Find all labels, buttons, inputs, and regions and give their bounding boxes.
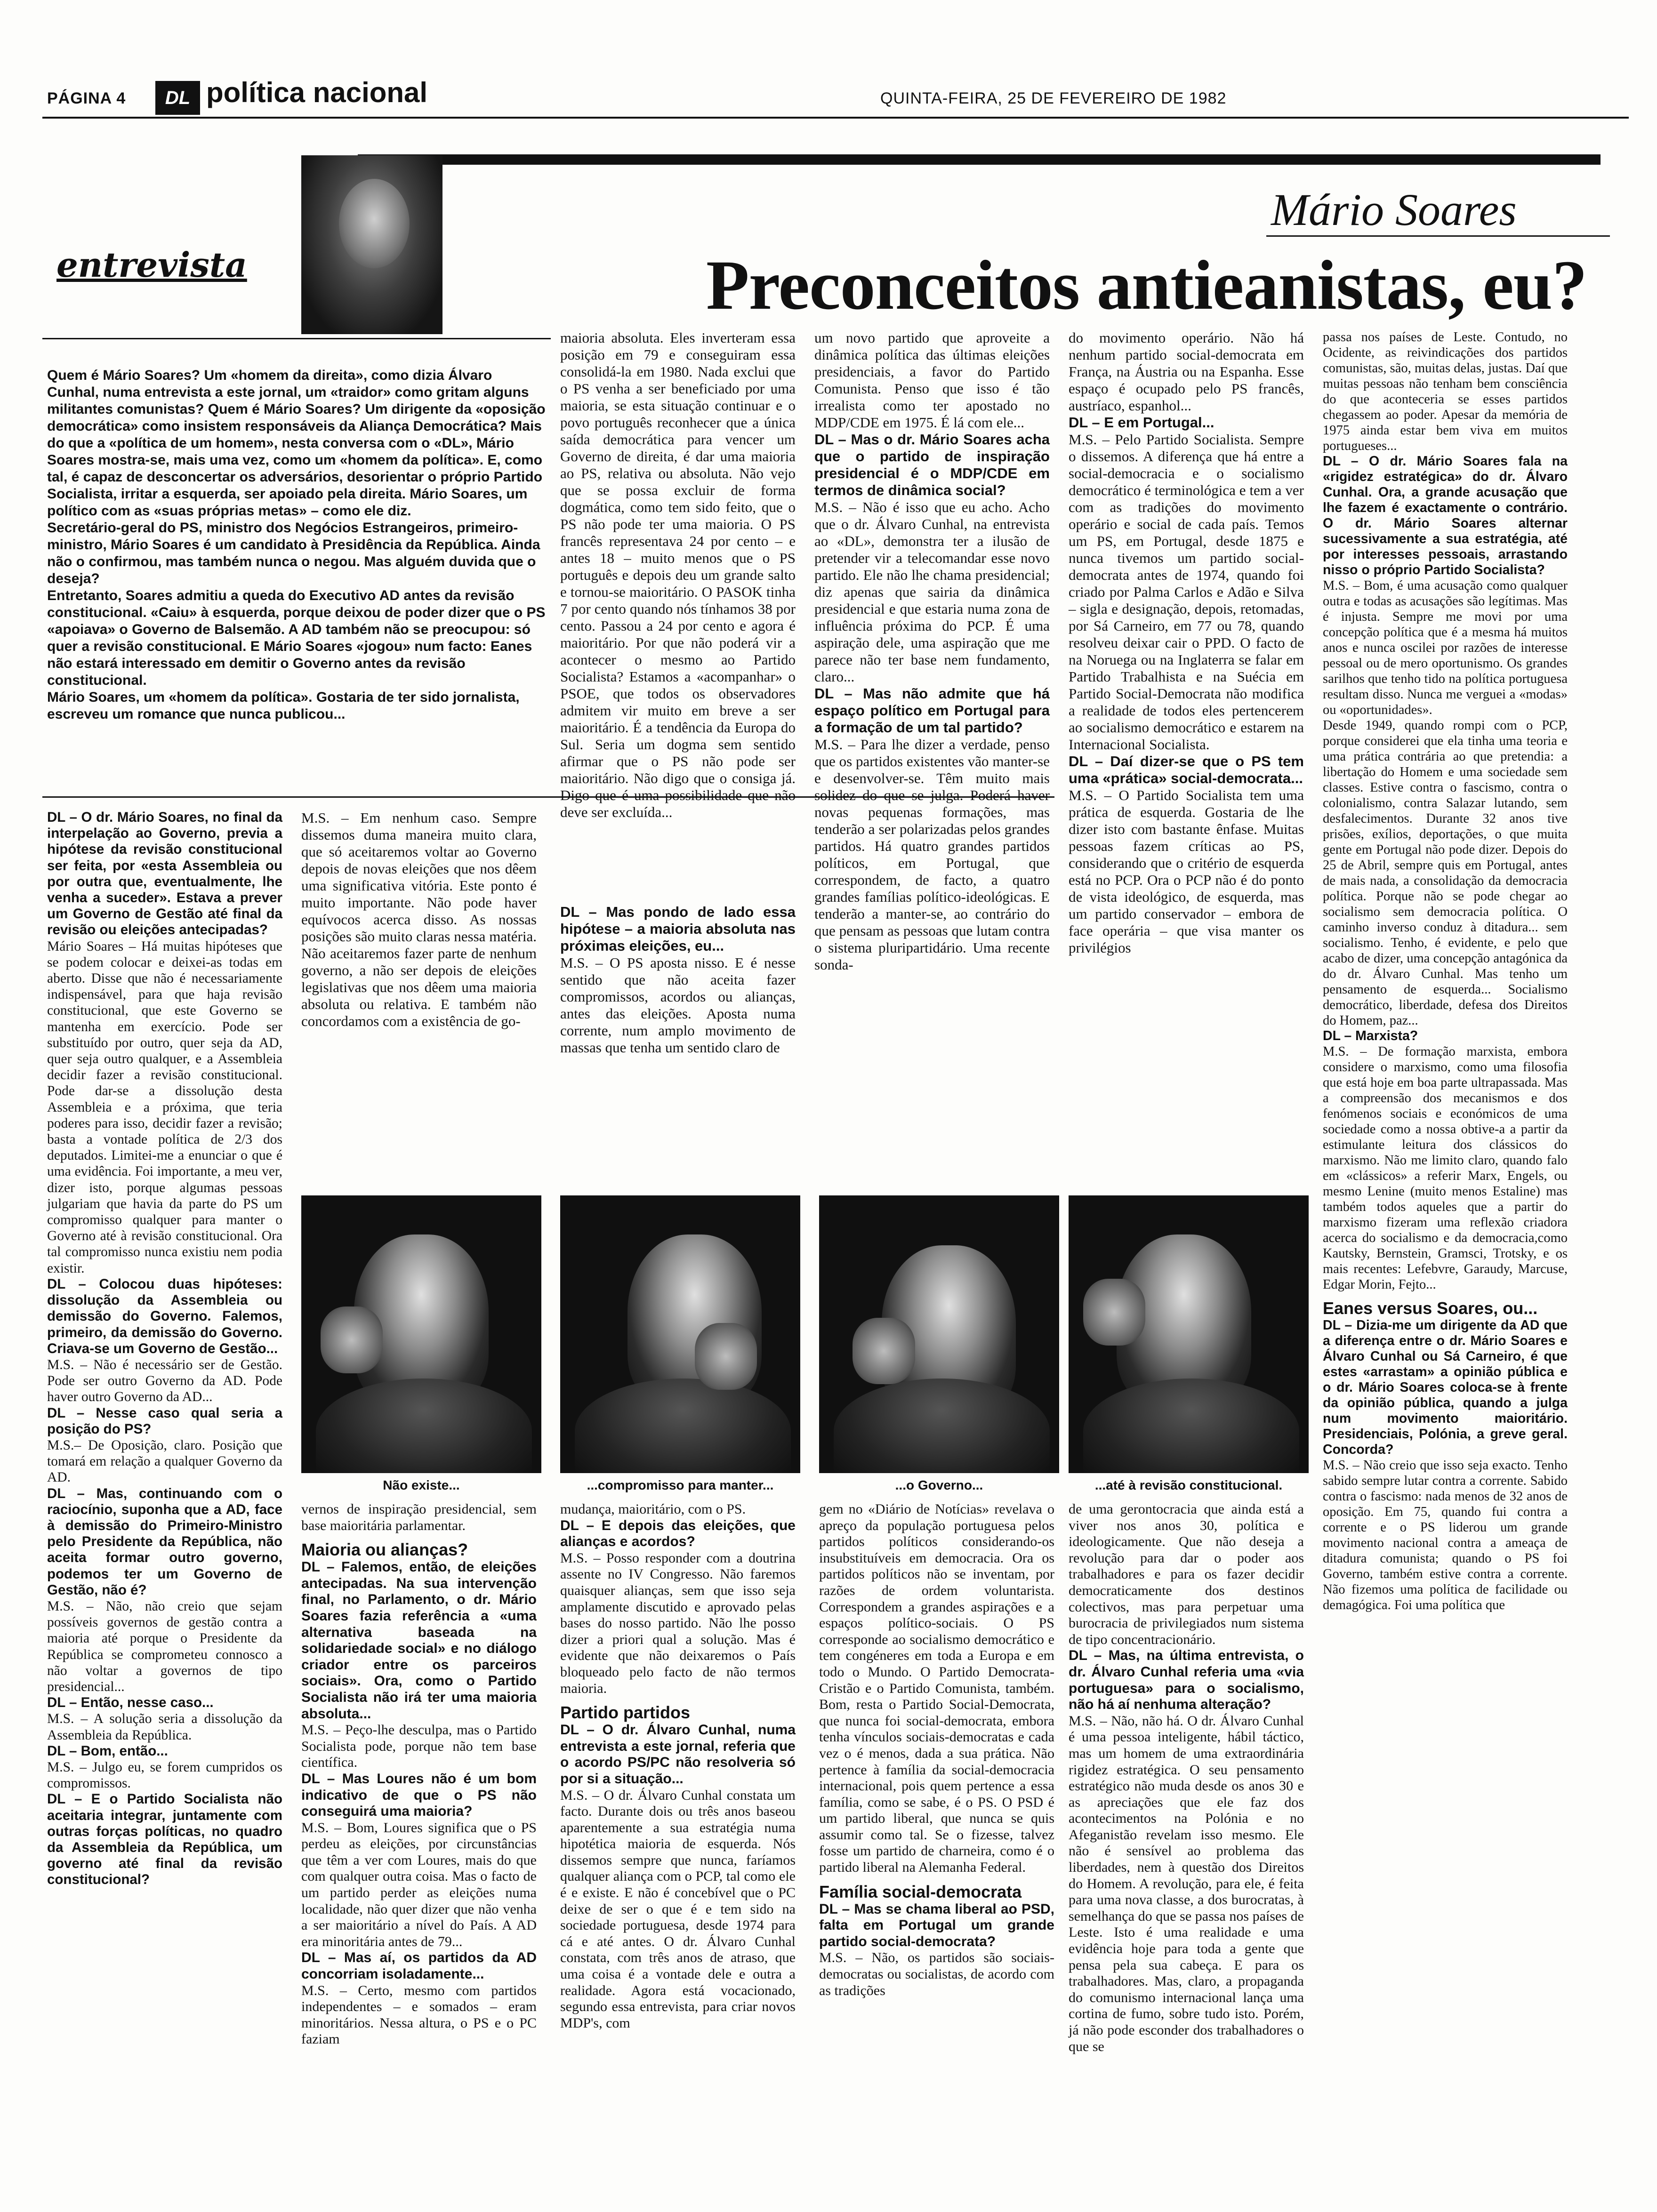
subheading: Família social-democrata (819, 1882, 1022, 1901)
paragraph: M.S. – Não, os partidos são sociais-democratas ou socialistas, de acordo com as tradições (819, 1950, 1054, 1998)
paragraph: passa nos países de Leste. Contudo, no Ocidente, as reivindicações dos partidos comunistas, são, muitas delas, justas. Daí que muitas pessoas não tenham bem consciência do que aconteceria se esses partidos chegassem ao poder. Apesar da memória de 1975 ainda estar bem viva em muitos portugueses... (1323, 330, 1568, 453)
figure-shoulder (316, 1378, 532, 1473)
figure-hand (321, 1306, 383, 1373)
column-3-bottom (560, 1501, 796, 2031)
paragraph: M.S. – O PS aposta nisso. E é nesse sentido que não aceita fazer compromissos, acordos ou alianças, antes das eleições. Aposta numa corrente, num amplo movimento de massas que tenha um sentido claro de (560, 954, 796, 1056)
figure-hand (853, 1318, 915, 1385)
kicker-rule (1266, 235, 1610, 237)
paragraph: Desde 1949, quando rompi com o PCP, porque considerei que ela tinha uma teoria e uma prática contrária ao que pretendia: a libertação do Homem e uma sociedade sem classes. Estive contra o fascismo, contra o colonialismo, contra Salazar lutando, sem desfalecimentos. Durante 32 anos tive prisões, exílios, deportações, o que muita gente em Portugal não pode dizer. Depois do 25 de Abril, sempre quis em Portugal, antes de mais nada, a consolidação da democracia política. Porque não se pode chegar ao socialismo sem democracia política. O caminho inverso conduz à ditadura... sem socialismo. Tenho, é evidente, e pelo que acabo de dizer, uma concepção antagónica da do dr. Álvaro Cunhal. Mas tenho um pensamento de esquerda... Socialismo democrático, liberdade, defesa dos Direitos do Homem, paz... (1323, 718, 1568, 1028)
paragraph: M.S. – O Partido Socialista tem uma prática de esquerda. Gostaria de lhe dizer isto com bastante ênfase. Muitas pessoas fazem críticas ao PS, considerando que o critério de esquerda está no PCP. Ora o PCP não é do ponto de vista ideológico, de esquerda, mas um partido conservador – embora de face operária – que visa manter os privilégios (1069, 787, 1304, 956)
question: DL – Mas não admite que há espaço político em Portugal para a formação de um tal partido? (814, 685, 1050, 736)
question: DL – Nesse caso qual seria a posição do PS? (47, 1405, 282, 1437)
paragraph: M.S. – Certo, mesmo com partidos independentes – e somados – eram minoritários. Nessa altura, o PS e o PC faziam (301, 1982, 537, 2047)
column-5 (1323, 329, 1568, 1613)
question: DL – O dr. Mário Soares, no final da interpelação ao Governo, previa a hipótese da revisão constitucional ser feita, por «esta Assembleia ou por outra que, eventualmente, lhe venha a suceder». Estava a prever um Governo de Gestão até final da revisão ou eleições antecipadas? (47, 809, 282, 938)
paragraph: M.S. – Para lhe dizer a verdade, penso que os partidos existentes vão manter-se e desenvolver-se. Têm muito mais solidez do que se julga. Poderá haver novas pequenas formações, mas tenderão a ser polarizadas pelos grandes partidos. Há quatro grandes partidos políticos, em Portugal, que correspondem, de facto, a quatro grandes famílias político-ideológicas. E tenderão a manter-se, ao contrário do que pensam as pessoas que lutam contra o sistema pluripartidário. Uma recente sonda- (814, 736, 1050, 973)
question: DL – Mas aí, os partidos da AD concorriam isoladamente... (301, 1950, 537, 1982)
paragraph: M.S. – Não é isso que eu acho. Acho que o dr. Álvaro Cunhal, na entrevista ao «DL», demonstra ter a ilusão de pretender vir a telecomandar esse novo partido. Ele não lhe chama presidencial; diz apenas que sairia da dinâmica presidencial e que estaria numa zona de influência próxima do PCP. É uma aspiração dele, uma aspiração que me parece não ter base nem fundamento, claro... (814, 499, 1050, 685)
question: DL – Então, nesse caso... (47, 1695, 214, 1711)
headline-bar (358, 154, 1601, 165)
rubric-label: entrevista (56, 245, 247, 285)
paragraph: M.S. – Não é necessário ser de Gestão. Pode ser outro Governo da AD. Pode haver outro Governo da AD... (47, 1357, 282, 1405)
newspaper-logo: DL (155, 81, 200, 115)
section-title: política nacional (206, 77, 428, 108)
question: DL – O dr. Mário Soares fala na «rigidez estratégica» do dr. Álvaro Cunhal. Ora, a grande acusação que lhe fazem é exactamente o contrário. O dr. Mário Soares alternar sucessivamente a sua estratégia, até por interesses pessoais, arrastando nisso o próprio Partido Socialista? (1323, 454, 1568, 577)
question: DL – Falemos, então, de eleições antecipadas. Na sua intervenção final, no Parlamento, o dr. Mário Soares fazia referência a «uma alternativa baseada na solidariedade social» e no diálogo criador entre os parceiros sociais». Ora, como o Partido Socialista não irá ter uma maioria absoluta... (301, 1559, 537, 1722)
question: DL – Marxista? (1323, 1028, 1418, 1043)
column-5-bottom (1069, 1501, 1304, 2055)
column-4-top (1069, 329, 1304, 956)
paragraph: M.S. – O dr. Álvaro Cunhal constata um facto. Durante dois ou três anos baseou aparentemente a sua estratégia numa hipotética maioria de esquerda. Nós dissemos sempre que nunca, faríamos qualquer aliança com o PCP, tal como ele é e existe. E não é concebível que o PC deixe de ser o que é e tem sido na sociedade portuguesa, desde 1974 para cá e até antes. O dr. Álvaro Cunhal constata, com três anos de atraso, que uma coisa é a vontade dele e outra a realidade. Agora está vocacionado, segundo essa entrevista, para criar novos MDP's, com (560, 1787, 796, 2031)
photo-3 (819, 1195, 1059, 1473)
paragraph: de uma gerontocracia que ainda está a viver nos anos 30, política e ideologicamente. Que não deseja a revolução para dar o poder aos trabalhadores e para os fazer decidir democraticamente dos destinos colectivos, mas para perpetuar uma burocracia de privilegiados num sistema de tipo concentracionário. (1069, 1501, 1304, 1647)
intro-rule (42, 338, 551, 339)
paragraph: gem no «Diário de Notícias» revelava o apreço da população portuguesa pelos partidos políticos considerando-os insubstituíveis em democracia. Ora os partidos políticos não se inventam, por razões de ordem voluntarista. Correspondem a grandes aspirações e a espaços político-sociais. O PS corresponde ao socialismo democrático e tem congéneres em toda a Europa e em todo o Mundo. O Partido Democrata-Cristão e o Partido Comunista, também. Bom, resta o Partido Social-Democrata, que nunca foi social-democrata, embora tenha vínculos sociais-democratas e cada vez o é menos, dada a sua prática. Não pertence à família da social-democracia internacional, pois quem pertence a essa família, como se sabe, é o PS. O PSD é um partido liberal, que nunca se quis assumir como tal. Se o fizesse, talvez fosse um partido de charneira, como é o partido liberal na Alemanha Federal. (819, 1501, 1054, 1875)
intro-paragraph: Quem é Mário Soares? Um «homem da direita», como dizia Álvaro Cunhal, numa entrevista a este jornal, um «traidor» como gritam alguns militantes comunistas? Quem é Mário Soares? Um dirigente da «oposição democrática» como insistem responsáveis da Aliança Democrática? Mais do que a «política de um homem», nesta conversa com o «DL», Mário Soares mostra-se, mais uma vez, como um «homem da política». E, como tal, é capaz de desconcertar os adversários, desorientar o próprio Partido Socialista, irritar a esquerda, ser apoiado pela direita. Mário Soares, um político com as «suas próprias metas» – como ele diz. (47, 368, 546, 519)
question: DL – Mas, na última entrevista, o dr. Álvaro Cunhal referia uma «via portuguesa» para o socialismo, não há aí nenhuma alteração? (1069, 1648, 1304, 1713)
photo-caption: ...até à revisão constitucional. (1094, 1478, 1283, 1492)
question: DL – E o Partido Socialista não aceitaria integrar, juntamente com outras forças políticas, no quadro da Assembleia da República, um governo até final da revisão constitucional? (47, 1791, 282, 1888)
paragraph: um novo partido que aproveite a dinâmica política das últimas eleições presidenciais, a favor do Partido Comunista. Penso que isso é tão irrealista como ter apostado no MDP/CDE em 1975. É lá com ele... (814, 329, 1050, 431)
subheading: Partido partidos (560, 1703, 691, 1723)
photo-caption: ...compromisso para manter... (587, 1478, 774, 1492)
paragraph: M.S. – Peço-lhe desculpa, mas o Partido Socialista pode, porque não tem base científica. (301, 1722, 537, 1771)
figure-shoulder (1083, 1378, 1299, 1473)
page-number: PÁGINA 4 (47, 89, 126, 107)
column-4-bottom (819, 1501, 1054, 1999)
paragraph: Mário Soares – Há muitas hipóteses que se podem colocar e deixei-as todas em aberto. Disse que não é necessariamente indispensável, para que haja revisão constitucional, que este Governo se mantenha em exercício. Pode ser substituído por outro, quer seja da AD, quer seja outro qualquer, e a Assembleia decidir fazer a revisão constitucional. Pode dar-se a dissolução desta Assembleia e a próxima, que teria poderes para isso, decidir fazer a revisão; basta a vontade política de 2/3 dos deputados. Limitei-me a enunciar o que é uma evidência. Foi importante, a meu ver, dizer isto, porque algumas pessoas julgariam que havia da parte do PS um compromisso qualquer para manter o Governo até à revisão constitucional. Ora tal compromisso nunca existiu nem podia existir. (47, 938, 282, 1276)
subheading: Eanes versus Soares, ou... (1323, 1298, 1538, 1318)
paragraph: M.S. – Bom, Loures significa que o PS perdeu as eleições, por circunstâncias que têm a ver com Loures, mais do que com qualquer outra coisa. Mas o facto de um partido perder as eleições numa localidade, não quer dizer que não venha a ser maioritário a nível do País. A AD era minoritária antes de 79... (301, 1819, 537, 1949)
question: DL – Colocou duas hipóteses: dissolução da Assembleia ou demissão do Governo. Falemos, primeiro, da demissão do Governo. Criava-se um Governo de Gestão... (47, 1276, 282, 1356)
paragraph: M.S. – Julgo eu, se forem cumpridos os compromissos. (47, 1759, 282, 1791)
paragraph: M.S. – De formação marxista, embora considere o marxismo, como uma filosofia que está hoje em boa parte ultrapassada. Mas a compreensão dos mecanismos e dos fenómenos sociais e económicos de uma sociedade como a nossa obtive-a a partir da estimulante leitura dos clássicos do marxismo. Não me limito claro, quando falo em «clássicos» a referir Marx, Engels, ou mesmo Lenine (muito menos Estaline) mas também todos aqueles que a partir do marxismo fizeram uma reflexão criadora acerca do socialismo e da democracia,como Kautsky, Bernstein, Gramsci, Trotsky, e os mais recentes: Lefebvre, Garaudy, Marcuse, Edgar Morin, Fejto... (1323, 1044, 1568, 1292)
question: DL – Mas Loures não é um bom indicativo de que o PS não conseguirá uma maioria? (301, 1771, 537, 1819)
column-2-top (560, 329, 796, 821)
question: DL – E depois das eleições, que alianças e acordos? (560, 1517, 796, 1550)
intro-text (47, 367, 546, 723)
masthead-rule (42, 117, 1629, 119)
issue-date: QUINTA-FEIRA, 25 DE FEVEREIRO DE 1982 (880, 89, 1227, 107)
question: DL – Mas pondo de lado essa hipótese – a maioria absoluta nas próximas eleições, eu... (560, 904, 796, 954)
photo-caption: ...o Governo... (895, 1478, 983, 1492)
question: DL – Daí dizer-se que o PS tem uma «prática» social-democrata... (1069, 753, 1304, 786)
paragraph: M.S. – Não, não creio que sejam possíveis governos de gestão contra a maioria até porque o Presidente da República se comprometeu connosco a não voltar a governos de tipo presidencial... (47, 1598, 282, 1694)
paragraph: M.S. – Em nenhum caso. Sempre dissemos duma maneira muito clara, que só aceitaremos voltar ao Governo depois de novas eleições que nos dêem uma significativa vitória. Este ponto é muito importante. Não pode haver equívocos acerca disso. As nossas posições são muito claras nessa matéria. Não aceitaremos fazer parte de nenhum governo, a não ser depois de eleições legislativas que nos dêem uma maioria absoluta ou relativa. E também não concordamos com a existência de go- (301, 809, 537, 1029)
paragraph: M.S.– De Oposição, claro. Posição que tomará em relação a qualquer Governo da AD. (47, 1437, 282, 1485)
headline: Preconceitos antieanistas, eu? (706, 246, 1587, 324)
subheading: Maioria ou alianças? (301, 1540, 468, 1560)
column-1 (47, 809, 282, 1888)
question: DL – Bom, então... (47, 1743, 168, 1759)
paragraph: M.S. – A solução seria a dissolução da Assembleia da República. (47, 1711, 282, 1743)
question: DL – Dizia-me um dirigente da AD que a diferença entre o dr. Mário Soares e Álvaro Cunhal ou Sá Carneiro, é que estes «arrastam» a opinião pública e o dr. Mário Soares coloca-se à frente da opinião pública, quando a julga num movimento maioritário. Presidenciais, Polónia, a greve geral. Concorda? (1323, 1318, 1568, 1457)
paragraph: M.S. – Pelo Partido Socialista. Sempre o dissemos. A diferença que há entre a social-democracia e o socialismo democrático é terminológica e tem a ver com as tradições do movimento operário e social de cada país. Temos um PS, em Portugal, desde 1875 e nunca tivemos um partido social-democrata antes de 1974, quando foi criado por Palma Carlos e Adão e Silva – sigla e designação, depois, retomadas, por Sá Carneiro, em 77 ou 78, quando resolveu deixar cair o PPD. O facto de na Noruega ou na Inglaterra se falar em Partido Trabalhista e na Suécia em Partido Social-Democrata não modifica a realidade de todos eles pertencerem ao socialismo democrático e estarem na Internacional Socialista. (1069, 431, 1304, 753)
figure-hand (1083, 1279, 1146, 1346)
photo-2 (560, 1195, 800, 1473)
paragraph: maioria absoluta. Eles inverteram essa posição em 79 e conseguiram essa consolidá-la em 1980. Nada exclui que o PS venha a ser beneficiado por uma maioria, se esta situação continuar e o povo português reconhecer que a única saída democrática para vencer um Governo de direita, é dar uma maioria ao PS, relativa ou absoluta. Não vejo que se possa excluir de forma dogmática, como tem sido feito, que o PS não pode ter uma maioria. O PS francês representava 24 por cento – e antes 18 – muito menos que o PS português e depois deu um grande salto e tornou-se maioritário. O PASOK tinha 7 por cento quando nós tínhamos 38 por cento. Passou a 24 por cento e agora é maioritário. Por que não poderá vir a acontecer o mesmo ao Partido Socialista? Estamos a «acompanhar» o PSOE, que todos os observadores admitem vir muito em breve a ser maioritário. É a tendência da Europa do Sul. Seria um dogma sem sentido afirmar que o PS não pode ser maioritário. Não digo que o consiga já. Digo que é uma possibilidade que não deve ser excluída... (560, 329, 796, 820)
paragraph: do movimento operário. Não há nenhum partido social-democrata em França, na Áustria ou na Espanha. Esse espaço é ocupado pelo PS francês, austríaco, espanhol... (1069, 329, 1304, 414)
photo-caption: Não existe... (383, 1478, 460, 1492)
column-2b-mid (560, 904, 796, 1056)
question: DL – O dr. Álvaro Cunhal, numa entrevista a este jornal, referia que o acordo PS/PC não resolveria só por si a situação... (560, 1722, 796, 1787)
intro-paragraph: Secretário-geral do PS, ministro dos Negócios Estrangeiros, primeiro-ministro, Mário Soares é um candidato à Presidência da República. Ainda não o confirmou, mas também nunca o negou. Mas alguém duvida que o deseja? (47, 520, 540, 586)
paragraph: M.S. – Bom, é uma acusação como qualquer outra e todas as acusações são legítimas. Mas é injusta. Sempre me movi por uma concepção política que é a mesma há muitos anos e nunca oscilei por razões de interesse pessoal ou de mero oportunismo. Os grandes sarilhos que tenho tido na política portuguesa resultam disso. Nunca me verguei a «modas» ou «oportunidades». (1323, 578, 1568, 717)
photo-4 (1069, 1195, 1309, 1473)
question: DL – Mas o dr. Mário Soares acha que o partido de inspiração presidencial é o MDP/CDE em termos de dinâmica social? (814, 431, 1050, 498)
intro-paragraph: Mário Soares, um «homem da política». Gostaria de ter sido jornalista, escreveu um romance que nunca publicou... (47, 689, 520, 722)
figure-hand (695, 1323, 757, 1390)
figure-shoulder (575, 1378, 791, 1473)
paragraph: mudança, maioritário, com o PS. (560, 1501, 746, 1517)
intro-paragraph: Entretanto, Soares admitiu a queda do Executivo AD antes da revisão constitucional. «Caiu» à esquerda, porque deixou de poder dizer que o PS «apoiava» o Governo de Balsemão. A AD também não se preocupou: só quer a revisão constitucional. E Mário Soares «jogou» num facto: Eanes não estará interessado em demitir o Governo antes da revisão constitucional. (47, 588, 546, 688)
question: DL – E em Portugal... (1069, 414, 1215, 431)
portrait-face (339, 179, 410, 268)
figure-shoulder (834, 1378, 1050, 1473)
question: DL – Mas se chama liberal ao PSD, falta em Portugal um grande partido social-democrata? (819, 1901, 1054, 1949)
column-2-bottom (301, 1501, 537, 2048)
paragraph: M.S. – Não, não há. O dr. Álvaro Cunhal é uma pessoa inteligente, hábil táctico, mas um homem de uma extraordinária rigidez estratégica. O seu pensamento estratégico não muda desde os anos 30 e as apreciações que ele faz dos acontecimentos na Polónia e no Afeganistão revelam isso mesmo. Ele não é sensível ao problema das liberdades, nem à questão dos Direitos do Homem. A revolução, para ele, é feita para uma nova classe, a dos burocratas, à semelhança do que se passa nos países de Leste. Isto é uma realidade e uma evidência hoje para toda a gente que pensa pela sua cabeça. E para os trabalhadores. Mas, claro, a propaganda do comunismo internacional lança uma cortina de fumo, sobre tudo isto. Porém, já não pode esconder dos trabalhadores o que se (1069, 1713, 1304, 2054)
paragraph: vernos de inspiração presidencial, sem base maioritária parlamentar. (301, 1501, 537, 1533)
paragraph: M.S. – Posso responder com a doutrina assente no IV Congresso. Não faremos quaisquer alianças, sem que isso seja amplamente discutido e aprovado pelas bases do nosso partido. Não lhe posso dizer a priori qual a solução. Mas é evidente que não deixaremos o País bloqueado pelo facto de não termos maioria. (560, 1550, 796, 1696)
column-2-mid (301, 809, 537, 1030)
question: DL – Mas, continuando com o raciocínio, suponha que a AD, face à demissão do Primeiro-Ministro pelo Presidente da República, não aceita formar outro governo, podemos ter um Governo de Gestão, não é? (47, 1485, 282, 1598)
paragraph: M.S. – Não creio que isso seja exacto. Tenho sabido sempre lutar contra a corrente. Sabido contra o fascismo: nada menos de 32 anos de oposição. Em 75, quando fui contra a corrente e o PS liderou um grande movimento nacional contra a ameaça de ditadura comunista; quando o PS foi Governo, também estive contra a corrente. Não fizemos uma política de facilidade ou demagógica. Foi uma política que (1323, 1458, 1568, 1612)
column-3-top (814, 329, 1050, 973)
photo-1 (301, 1195, 541, 1473)
kicker: Mário Soares (1271, 184, 1517, 235)
